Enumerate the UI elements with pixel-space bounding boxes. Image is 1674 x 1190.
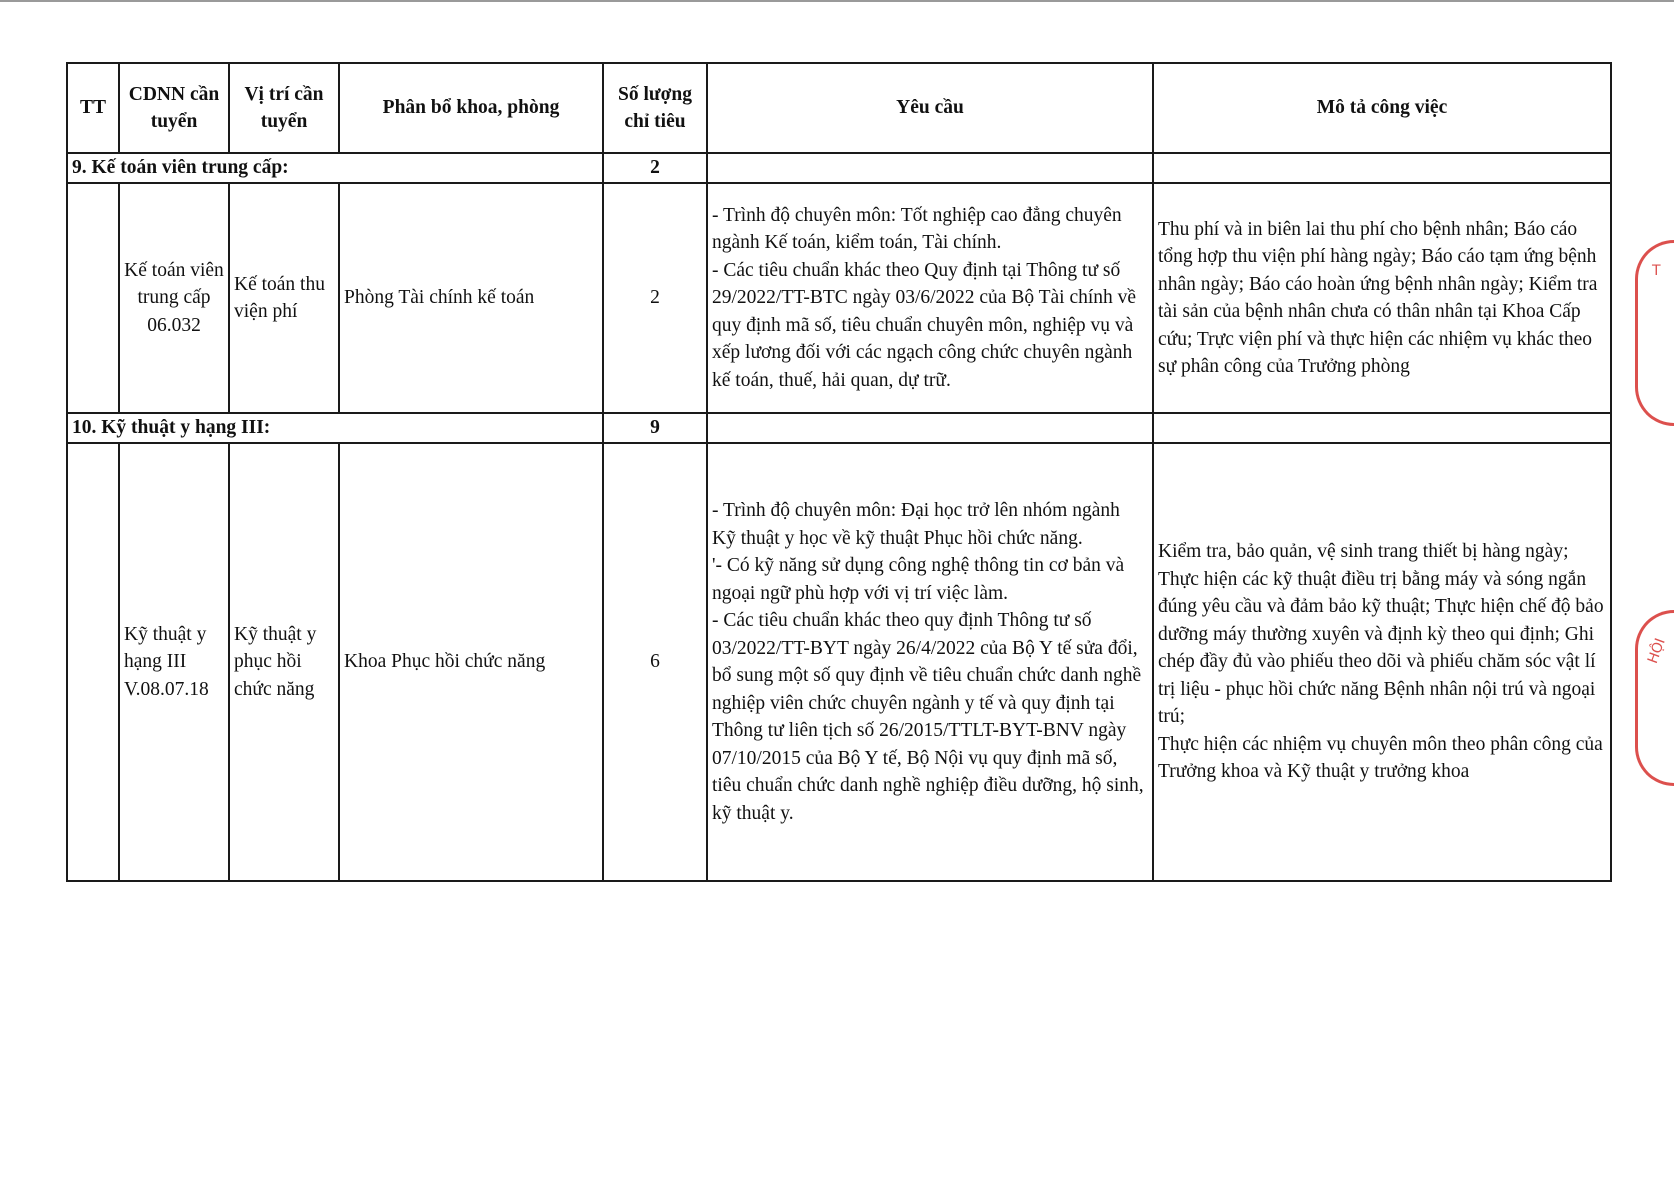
stamp-text: T: [1652, 263, 1661, 279]
empty-cell: [1153, 413, 1611, 443]
empty-cell: [707, 413, 1153, 443]
section-total: 9: [603, 413, 707, 443]
section-row: [67, 413, 1611, 443]
tt-cell: [67, 183, 119, 413]
header-soluong: Số lượng chỉ tiêu: [603, 63, 707, 153]
section-row: [67, 153, 1611, 183]
tt-cell: [67, 443, 119, 881]
soluong-cell: 2: [603, 183, 707, 413]
mota-cell: Kiểm tra, bảo quản, vệ sinh trang thiết bị hàng ngày; Thực hiện các kỹ thuật điều trị bằng máy và sóng ngắn đúng yêu cầu và đảm bảo kỹ thuật; Thực hiện chế độ bảo dưỡng máy thường xuyên và định kỳ theo qui định; Ghi chép đầy đủ vào phiếu theo dõi và phiếu chăm sóc vật lí trị liệu - phục hồi chức năng Bệnh nhân nội trú và ngoại trú; Thực hiện các nhiệm vụ chuyên môn theo phân công của Trưởng khoa và Kỹ thuật y trưởng khoa: [1153, 443, 1611, 881]
section-title: 9. Kế toán viên trung cấp:: [67, 153, 603, 183]
empty-cell: [1153, 153, 1611, 183]
vitri-cell: Kế toán thu viện phí: [229, 183, 339, 413]
recruitment-table: [66, 62, 1612, 882]
cdnn-cell: Kỹ thuật y hạng III V.08.07.18: [119, 443, 229, 881]
header-cdnn: CDNN cần tuyển: [119, 63, 229, 153]
table-row: [67, 443, 1611, 881]
header-row: [67, 63, 1611, 153]
yeucau-cell: - Trình độ chuyên môn: Tốt nghiệp cao đẳng chuyên ngành Kế toán, kiểm toán, Tài chính. - Các tiêu chuẩn khác theo Quy định tại Thông tư số 29/2022/TT-BTC ngày 03/6/2022 của Bộ Tài chính về quy định mã số, tiêu chuẩn chuyên môn, nghiệp vụ và xếp lương đối với các ngạch công chức chuyên ngành kế toán, thuế, hải quan, dự trữ.: [707, 183, 1153, 413]
vitri-cell: Kỹ thuật y phục hồi chức năng: [229, 443, 339, 881]
header-vitri: Vị trí cần tuyển: [229, 63, 339, 153]
mota-cell: Thu phí và in biên lai thu phí cho bệnh nhân; Báo cáo tổng hợp thu viện phí hàng ngày; Báo cáo tạm ứng bệnh nhân ngày; Báo cáo hoàn ứng bệnh nhân ngày; Kiểm tra tài sản của bệnh nhân chưa có thân nhân tại Khoa Cấp cứu; Trực viện phí và thực hiện các nhiệm vụ khác theo sự phân công của Trưởng phòng: [1153, 183, 1611, 413]
phanbo-cell: Phòng Tài chính kế toán: [339, 183, 603, 413]
section-total: 2: [603, 153, 707, 183]
section-title: 10. Kỹ thuật y hạng III:: [67, 413, 603, 443]
soluong-cell: 6: [603, 443, 707, 881]
page-top-edge: [0, 0, 1674, 2]
yeucau-cell: - Trình độ chuyên môn: Đại học trở lên nhóm ngành Kỹ thuật y học về kỹ thuật Phục hồi chức năng. '- Có kỹ năng sử dụng công nghệ thông tin cơ bản và ngoại ngữ phù hợp với vị trí việc làm. - Các tiêu chuẩn khác theo quy định Thông tư số 03/2022/TT-BYT ngày 26/4/2022 của Bộ Y tế sửa đổi, bổ sung một số quy định về tiêu chuẩn chức danh nghề nghiệp viên chức chuyên ngành y tế và quy định tại Thông tư liên tịch số 26/2015/TTLT-BYT-BNV ngày 07/10/2015 của Bộ Y tế, Bộ Nội vụ quy định mã số, tiêu chuẩn chức danh nghề nghiệp điều dưỡng, hộ sinh, kỹ thuật y.: [707, 443, 1153, 881]
phanbo-cell: Khoa Phục hồi chức năng: [339, 443, 603, 881]
table-row: [67, 183, 1611, 413]
stamp-text: HỘI: [1644, 636, 1669, 666]
red-stamp-top: [1635, 240, 1674, 426]
header-phanbo: Phân bổ khoa, phòng: [339, 63, 603, 153]
red-stamp-bottom: [1635, 610, 1674, 786]
header-mota: Mô tả công việc: [1153, 63, 1611, 153]
header-yeucau: Yêu cầu: [707, 63, 1153, 153]
cdnn-cell: Kế toán viên trung cấp 06.032: [119, 183, 229, 413]
empty-cell: [707, 153, 1153, 183]
header-tt: TT: [67, 63, 119, 153]
